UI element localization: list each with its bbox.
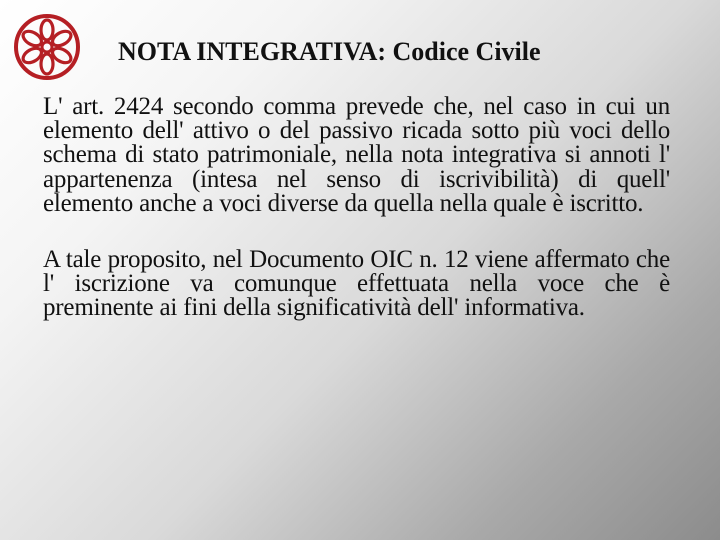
knot-emblem-icon — [12, 12, 82, 82]
paragraph-1: L' art. 2424 secondo comma prevede che, nel caso in cui un elemento dell' attivo o del passivo ricada sotto più voci dello schema di stato patrimoniale, nella nota integrativa si annoti l' appartenenza (intesa nel senso di iscrivibilità) di quell' elemento anche a voci diverse da quella nella quale è iscritto. — [43, 93, 670, 217]
paragraph-2: A tale proposito, nel Documento OIC n. 12 viene affermato che l' iscrizione va comunque effettuata nella voce che è preminente ai fini della significatività dell' informativa. — [43, 246, 670, 322]
slide-title: NOTA INTEGRATIVA: Codice Civile — [118, 37, 541, 66]
slide-body — [43, 95, 670, 353]
